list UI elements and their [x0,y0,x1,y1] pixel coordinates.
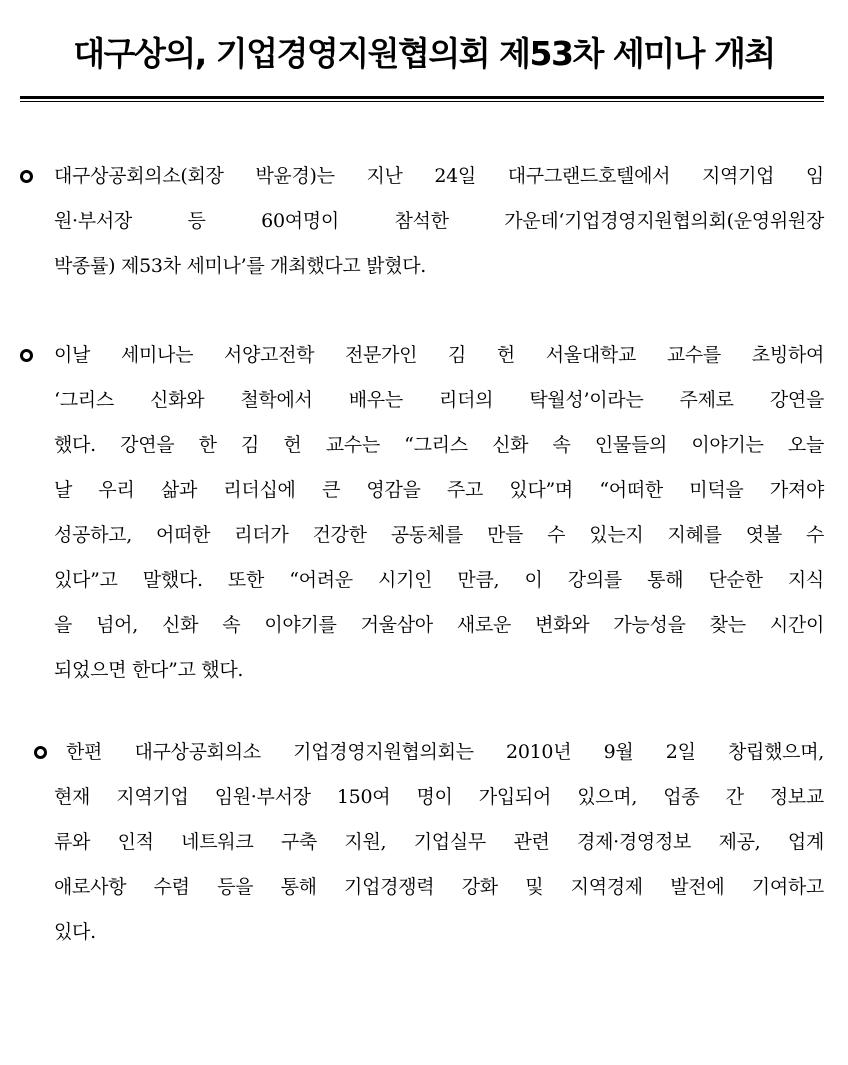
title-divider-thin [20,101,824,102]
circle-bullet-icon [34,746,47,759]
paragraph-line: 했다. 강연을 한 김 헌 교수는 “그리스 신화 속 인물들의 이야기는 오늘 [54,434,824,456]
paragraph-line: 애로사항 수렴 등을 통해 기업경쟁력 강화 및 지역경제 발전에 기여하고 [54,876,824,898]
paragraph-line: 성공하고, 어떠한 리더가 건강한 공동체를 만들 수 있는지 지혜를 엿볼 수 [54,524,824,546]
paragraph [54,154,824,289]
paragraph-line: ‘그리스 신화와 철학에서 배우는 리더의 탁월성’이라는 주제로 강연을 [54,389,824,411]
circle-bullet-icon [20,170,33,183]
page-title: 대구상의, 기업경영지원협의회 제53차 세미나 개최 [73,34,775,73]
paragraph-line: 이날 세미나는 서양고전학 전문가인 김 헌 서울대학교 교수를 초빙하여 [54,344,824,366]
paragraph-line: 현재 지역기업 임원·부서장 150여 명이 가입되어 있으며, 업종 간 정보교 [54,786,824,808]
paragraph [54,333,824,693]
paragraph-line: 되었으면 한다”고 했다. [54,659,244,681]
paragraph-line: 날 우리 삶과 리더십에 큰 영감을 주고 있다”며 “어떠한 미덕을 가져야 [54,479,824,501]
paragraph [54,730,824,955]
paragraph-line: 류와 인적 네트워크 구축 지원, 기업실무 관련 경제·경영정보 제공, 업계 [54,831,824,853]
paragraph-line: 을 넘어, 신화 속 이야기를 거울삼아 새로운 변화와 가능성을 찾는 시간이 [54,614,824,636]
paragraph-line: 박종률) 제53차 세미나’를 개최했다고 밝혔다. [54,255,427,277]
paragraph-line: 있다”고 말했다. 또한 “어려운 시기인 만큼, 이 강의를 통해 단순한 지식 [54,569,824,591]
circle-bullet-icon [20,349,33,362]
paragraph-line: 대구상공회의소(회장 박윤경)는 지난 24일 대구그랜드호텔에서 지역기업 임 [54,165,824,187]
paragraph-line: 있다. [54,921,96,943]
paragraph-line: 한편 대구상공회의소 기업경영지원협의회는 2010년 9월 2일 창립했으며, [66,741,824,763]
title-divider-thick [20,96,824,99]
paragraph-line: 원·부서장 등 60여명이 참석한 가운데‘기업경영지원협의회(운영위원장 [54,210,824,232]
